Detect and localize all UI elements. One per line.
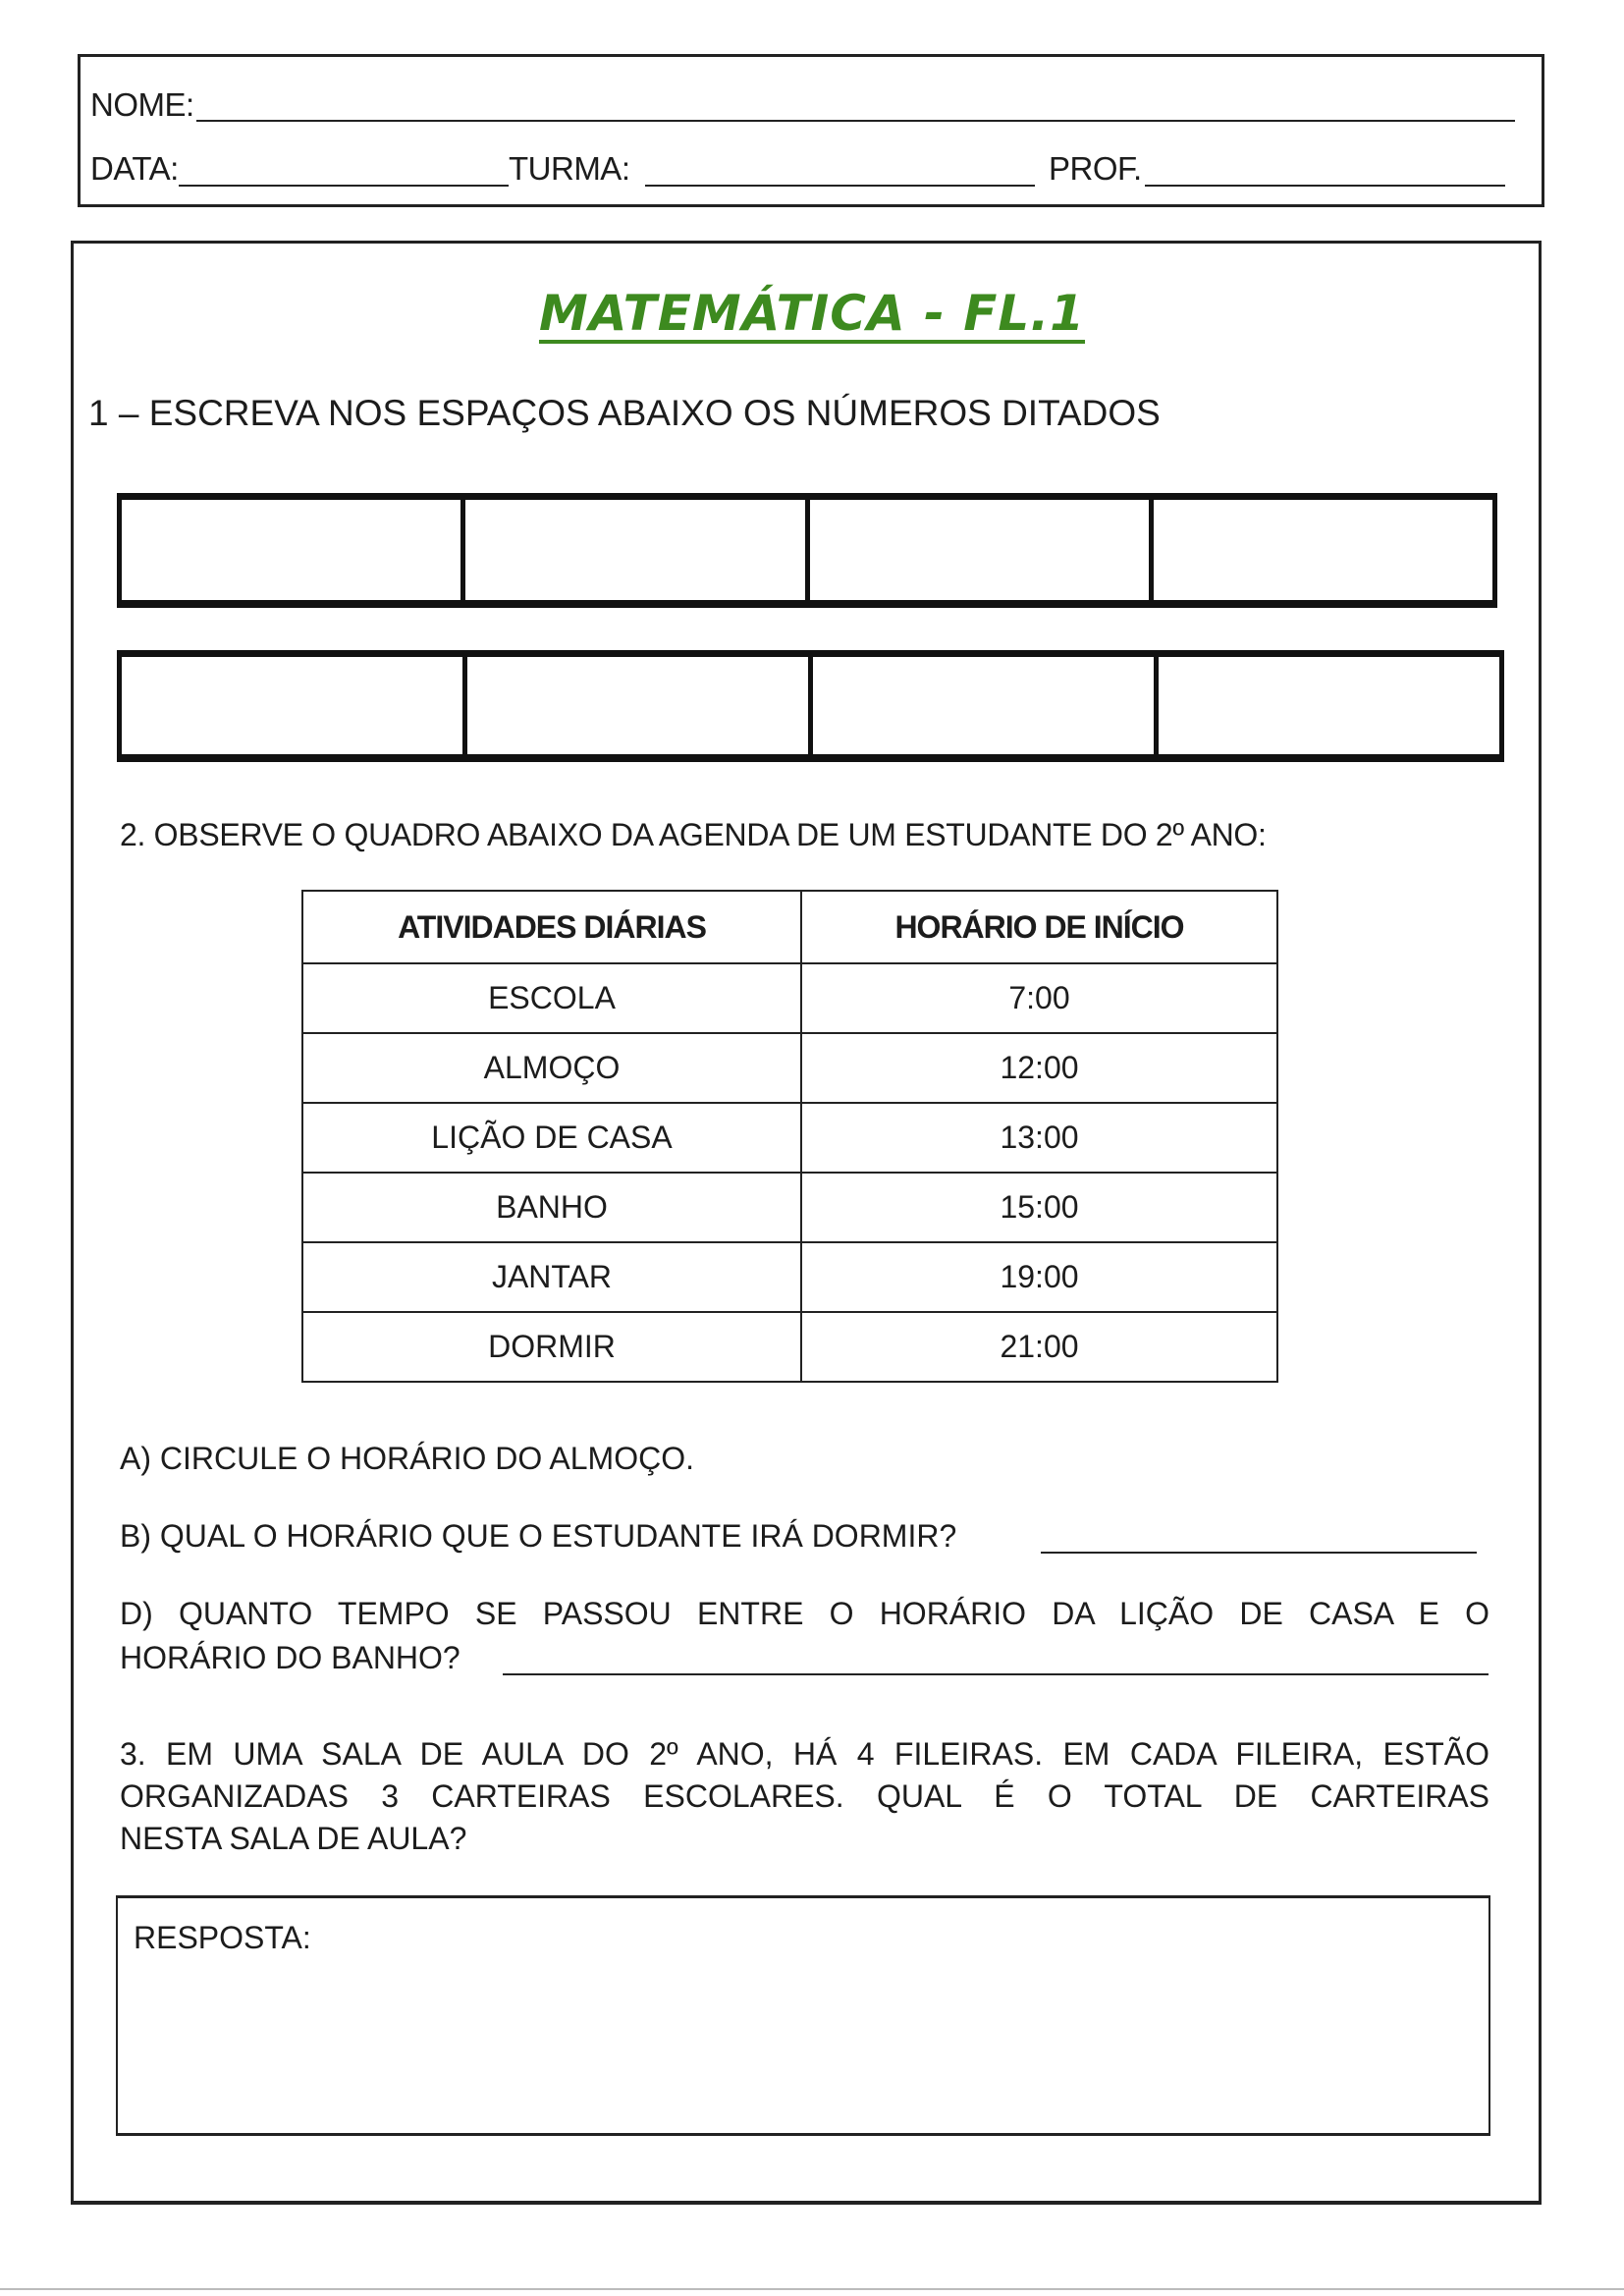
number-box[interactable] [467,657,813,754]
activity-cell: DORMIR [302,1312,801,1382]
question-2a-text: A) CIRCULE O HORÁRIO DO ALMOÇO. [120,1441,694,1476]
column-header-start-time: HORÁRIO DE INÍCIO [801,891,1277,963]
question-2b-text: B) QUAL O HORÁRIO QUE O ESTUDANTE IRÁ DORMIR? [120,1518,957,1554]
date-label: DATA: [90,150,179,187]
number-box[interactable] [810,500,1154,600]
answer-box[interactable] [116,1895,1490,2136]
number-box[interactable] [465,500,809,600]
number-boxes-row-2 [117,650,1504,762]
title-text: MATEMÁTICA - FL.1 [538,285,1086,342]
teacher-label: PROF. [1049,150,1142,187]
number-box[interactable] [122,500,465,600]
activity-cell: LIÇÃO DE CASA [302,1103,801,1173]
table-row [302,963,1277,1033]
number-boxes-row-1 [117,493,1497,608]
question-2d-answer-line[interactable] [503,1673,1489,1675]
time-cell: 13:00 [801,1103,1277,1173]
column-header-activity: ATIVIDADES DIÁRIAS [302,891,801,963]
table-row [302,1173,1277,1242]
question-3-text-line-2: ORGANIZADAS 3 CARTEIRAS ESCOLARES. QUAL É O TOTAL DE CARTEIRAS [120,1778,1489,1814]
number-box[interactable] [813,657,1159,754]
class-label: TURMA: [509,150,630,187]
number-box[interactable] [1154,500,1492,600]
time-cell[interactable]: 12:00 [801,1033,1277,1103]
time-cell: 21:00 [801,1312,1277,1382]
activity-cell: ALMOÇO [302,1033,801,1103]
question-2b-answer-line[interactable] [1041,1552,1477,1554]
number-box[interactable] [1159,657,1499,754]
table-header-row [302,891,1277,963]
number-box[interactable] [122,657,467,754]
time-cell: 19:00 [801,1242,1277,1312]
activity-cell: JANTAR [302,1242,801,1312]
activity-cell: BANHO [302,1173,801,1242]
table-row [302,1242,1277,1312]
question-2d-text-line-2: HORÁRIO DO BANHO? [120,1640,460,1675]
table-row [302,1033,1277,1103]
question-3-text-line-1: 3. EM UMA SALA DE AULA DO 2º ANO, HÁ 4 FILEIRAS. EM CADA FILEIRA, ESTÃO [120,1736,1489,1772]
table-row [302,1103,1277,1173]
question-1-text: 1 – ESCREVA NOS ESPAÇOS ABAIXO OS NÚMEROS DITADOS [88,393,1161,433]
class-field[interactable] [645,185,1035,187]
name-label: NOME: [90,86,194,123]
time-cell: 7:00 [801,963,1277,1033]
activity-cell: ESCOLA [302,963,801,1033]
name-field[interactable] [196,120,1515,122]
agenda-table [301,890,1278,1383]
table-row [302,1312,1277,1382]
answer-label: RESPOSTA: [134,1920,311,1955]
question-2-text: 2. OBSERVE O QUADRO ABAIXO DA AGENDA DE UM ESTUDANTE DO 2º ANO: [120,817,1267,852]
worksheet-title [0,285,1624,342]
teacher-field[interactable] [1145,185,1505,187]
page-edge [0,2288,1624,2290]
question-3-text-line-3: NESTA SALA DE AULA? [120,1821,467,1856]
date-field[interactable] [179,185,509,187]
question-2d-text-line-1: D) QUANTO TEMPO SE PASSOU ENTRE O HORÁRIO DA LIÇÃO DE CASA E O [120,1596,1489,1631]
time-cell: 15:00 [801,1173,1277,1242]
